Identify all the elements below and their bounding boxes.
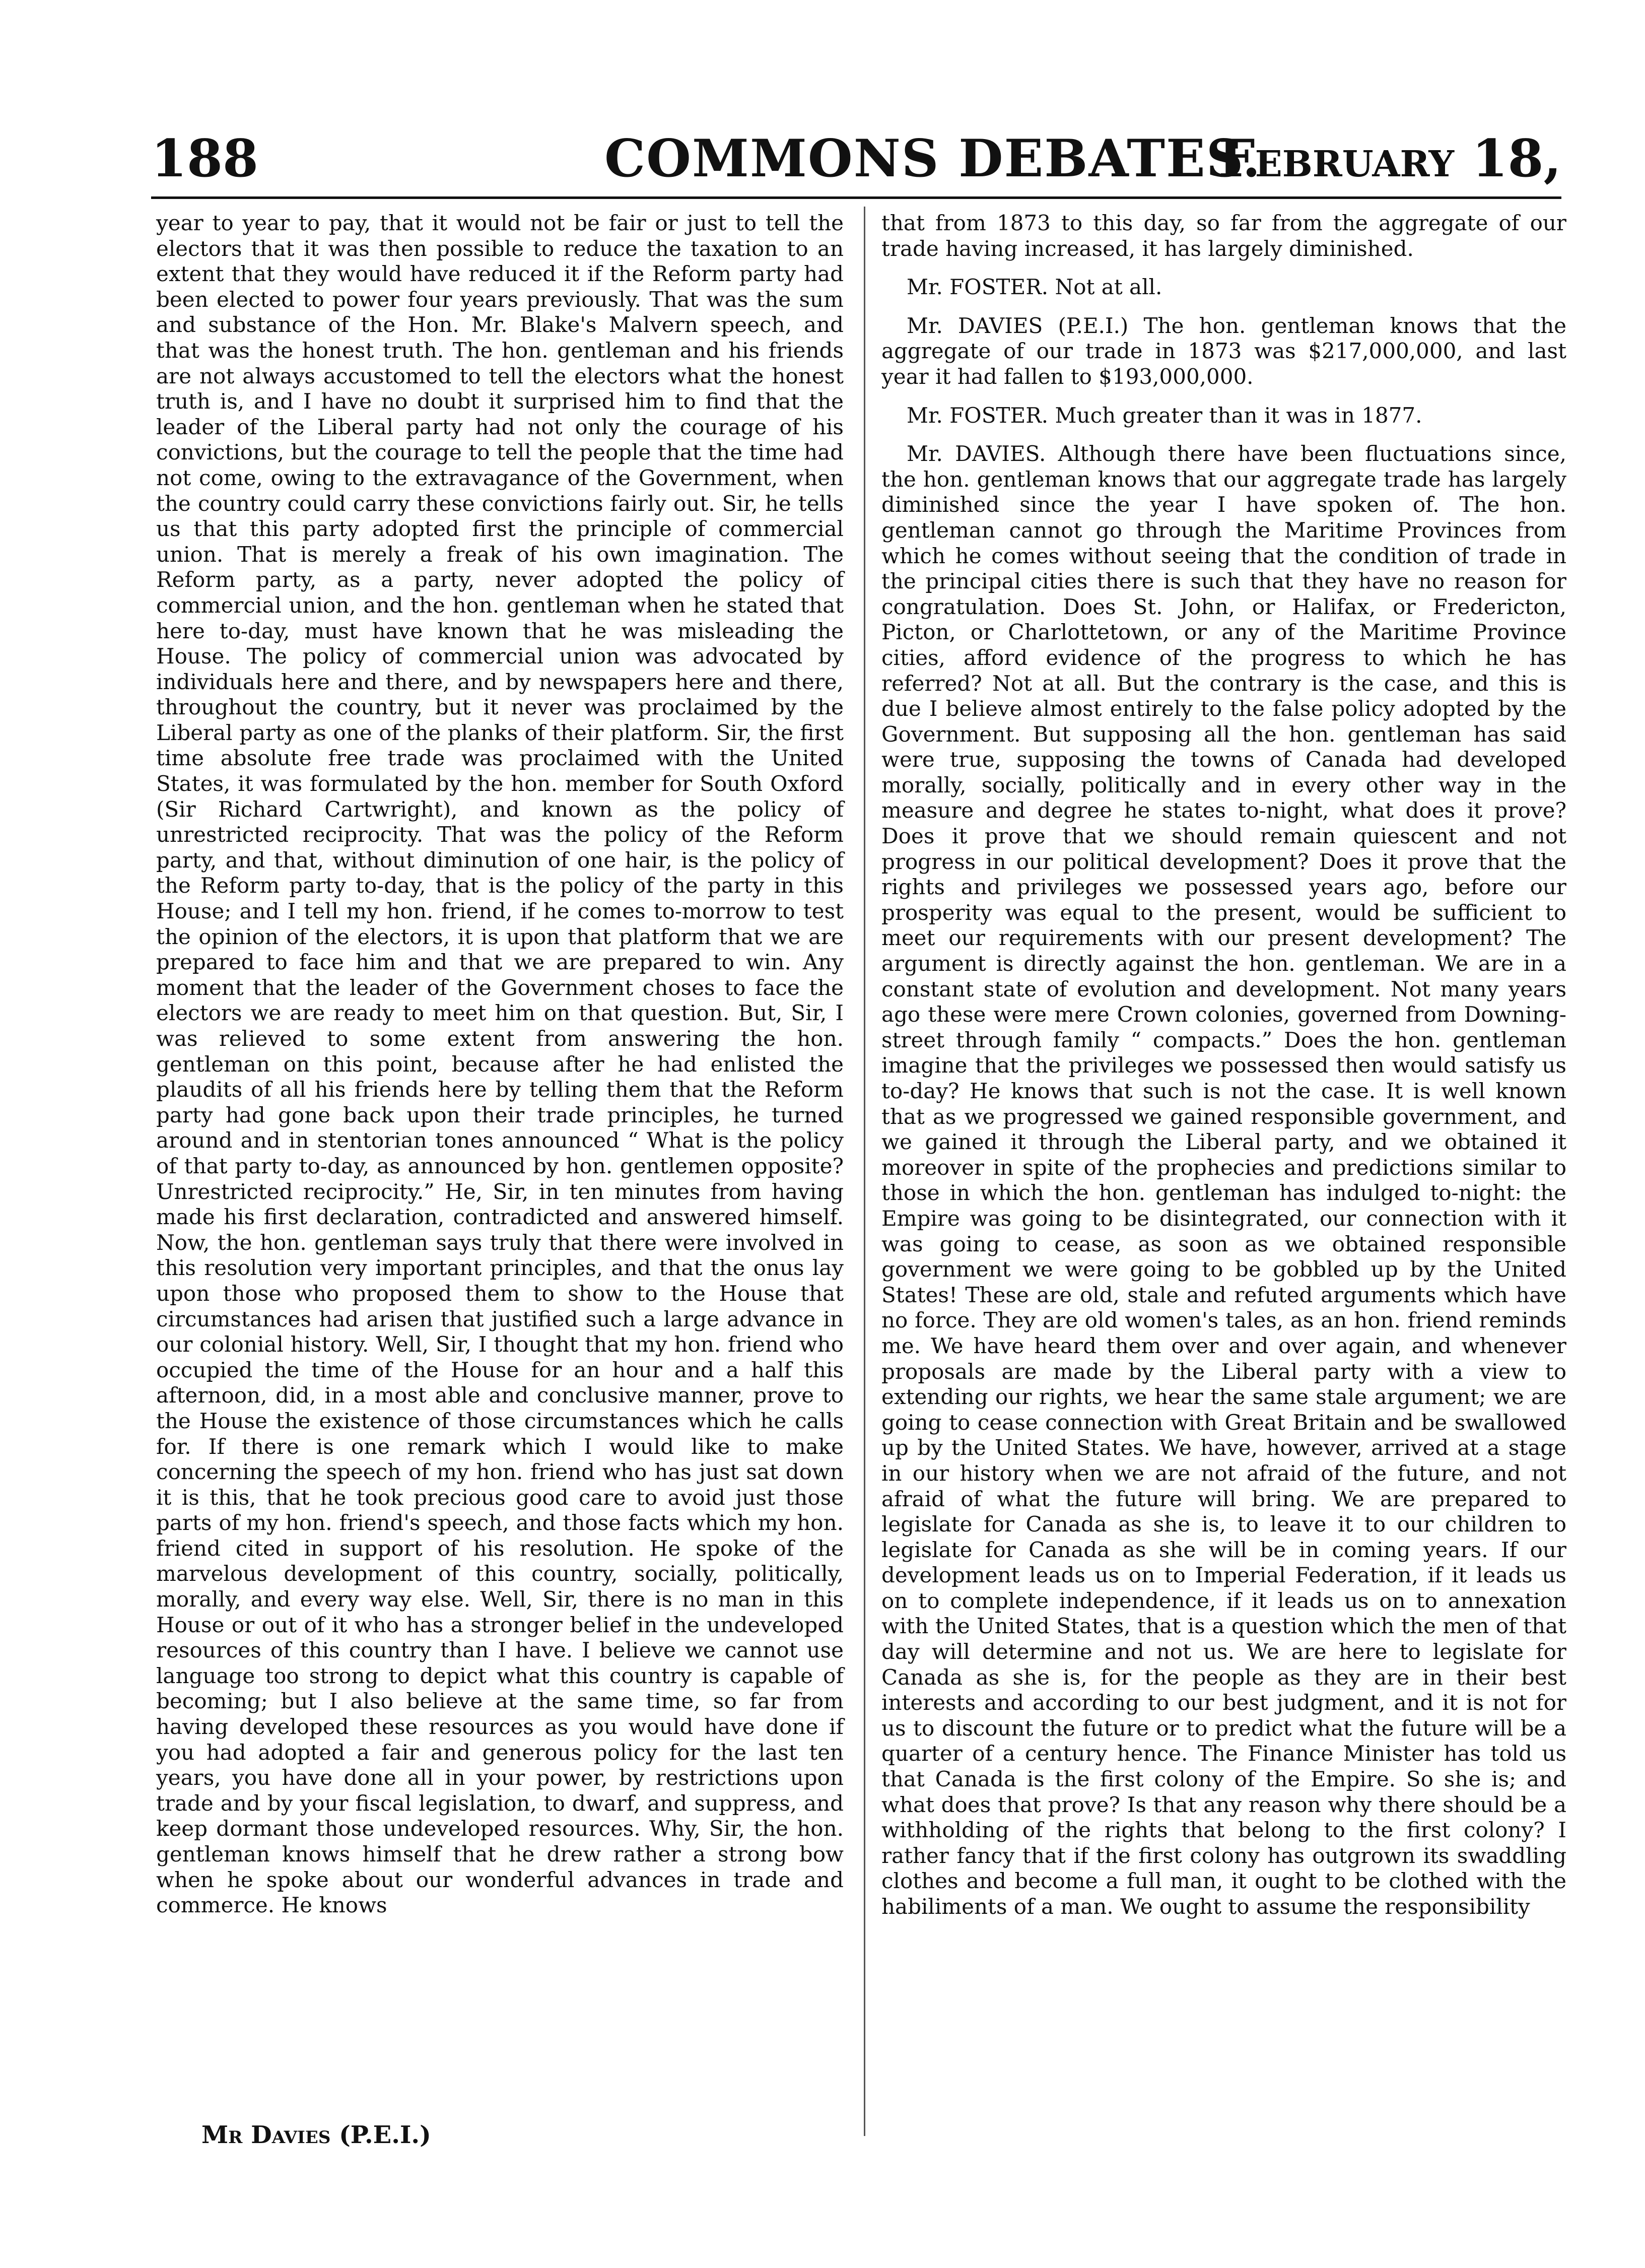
left-column — [156, 211, 844, 1918]
page-number: 188 — [151, 128, 258, 189]
right-paragraph-4: Mr. FOSTER. Much greater than it was in 1877. — [907, 403, 1422, 428]
header-date: February 18, — [1218, 128, 1561, 189]
right-paragraph-1: that from 1873 to this day, so far from the aggregate of our trade having increased, it has largely diminished. — [881, 211, 1566, 261]
left-paragraph-1: year to year to pay, that it would not be fair or just to tell the electors that it was then possible to reduce the taxation to an extent that they would have reduced it if the Reform party had been elected to power four years previously. That was the sum and substance of the Hon. Mr. Blake's Malvern speech, and that was the honest truth. The hon. gentleman and his friends are not always accustomed to tell the electors what the honest truth is, and I have no doubt it surprised him to find that the leader of the Liberal party had not only the courage of his convictions, but the courage to tell the people that the time had not come, owing to the extravagance of the Government, when the country could carry these convictions fairly out. Sir, he tells us that this party adopted first the principle of commercial union. That is merely a freak of his own imagination. The Reform party, as a party, never adopted the policy of commercial union, and the hon. gentleman when he stated that here to-day, must have known that he was misleading the House. The policy of commercial union was advocated by individuals here and there, and by newspapers here and there, throughout the country, but it never was proclaimed by the Liberal party as one of the planks of their platform. Sir, the first time absolute free trade was proclaimed with the United States, it was formulated by the hon. member for South Oxford (Sir Richard Cartwright), and known as the policy of unrestricted reciprocity. That was the policy of the Reform party, and that, without diminution of one hair, is the policy of the Reform party to-day, that is the policy of the party in this House; and I tell my hon. friend, if he comes to-morrow to test the opinion of the electors, it is upon that platform that we are prepared to face him and that we are prepared to win. Any moment that the leader of the Government choses to face the electors we are ready to meet him on that question. But, Sir, I was relieved to some extent from answering the hon. gentleman on this point, because after he had enlisted the plaudits of all his friends here by telling them that the Reform party had gone back upon their trade principles, he turned around and in stentorian tones announced “ What is the policy of that party to-day, as announced by hon. gentlemen opposite? Unrestricted reciprocity.” He, Sir, in ten minutes from having made his first declaration, contradicted and answered himself. Now, the hon. gentleman says truly that there were involved in this resolution very important principles, and that the onus lay upon those who proposed them to show to the House that circumstances had arisen that justified such a large advance in our colonial history. Well, Sir, I thought that my hon. friend who occupied the time of the House for an hour and a half this afternoon, did, in a most able and conclusive manner, prove to the House the existence of those circumstances which he calls for. If there is one remark which I would like to make concerning the speech of my hon. friend who has just sat down it is this, that he took precious good care to avoid just those parts of my hon. friend's speech, and those facts which my hon. friend cited in support of his resolution. He spoke of the marvelous development of this country, socially, politically, morally, and every way else. Well, Sir, there is no man in this House or out of it who has a stronger belief in the undeveloped resources of this country than I have. I believe we cannot use language too strong to depict what this country is capable of becoming; but I also believe at the same time, so far from having developed these resources as you would have done if you had adopted a fair and generous policy for the last ten years, you have done all in your power, by restrictions upon trade and by your fiscal legislation, to dwarf, and suppress, and keep dormant those undeveloped resources. Why, Sir, the hon. gentleman knows himself that he drew rather a strong bow when he spoke about our wonderful advances in trade and commerce. He knows — [156, 211, 844, 1918]
right-column — [881, 211, 1566, 1920]
page-title: COMMONS DEBATES. — [604, 128, 1262, 189]
right-paragraph-2: Mr. FOSTER. Not at all. — [907, 275, 1162, 300]
right-paragraph-3: Mr. DAVIES (P.E.I.) The hon. gentleman knows that the aggregate of our trade in 1873 was $217,000,000, and last year it had fallen to $193,000,000. — [881, 313, 1566, 389]
footer-signature: Mr Davies (P.E.I.) — [201, 2121, 431, 2149]
column-divider — [864, 207, 865, 2136]
right-paragraph-5: Mr. DAVIES. Although there have been fluctuations since, the hon. gentleman knows that our aggregate trade has largely diminished since the year I have spoken of. The hon. gentleman cannot go through the Maritime Provinces from which he comes without seeing that the condition of trade in the principal cities there is such that they have no reason for congratulation. Does St. John, or Halifax, or Fredericton, Picton, or Charlottetown, or any of the Maritime Province cities, afford evidence of the progress to which he has referred? Not at all. But the contrary is the case, and this is due I believe almost entirely to the false policy adopted by the Government. But supposing all the hon. gentleman has said were true, supposing the towns of Canada had developed morally, socially, politically and in every other way in the measure and degree he states to-night, what does it prove? Does it prove that we should remain quiescent and not progress in our political development? Does it prove that the rights and privileges we possessed years ago, before our prosperity was equal to the present, would be sufficient to meet our requirements with our present development? The argument is directly against the hon. gentleman. We are in a constant state of evolution and development. Not many years ago these were mere Crown colonies, governed from Downing-street through family “ compacts.” Does the hon. gentleman imagine that the privileges we possessed then would satisfy us to-day? He knows that such is not the case. It is well known that as we progressed we gained responsible government, and we gained it through the Liberal party, and we obtained it moreover in spite of the prophecies and predictions similar to those in which the hon. gentleman has indulged to-night: the Empire was going to be disintegrated, our connection with it was going to cease, as soon as we obtained responsible government we were going to be gobbled up by the United States! These are old, stale and refuted arguments which have no force. They are old women's tales, as an hon. friend reminds me. We have heard them over and over again, and whenever proposals are made by the Liberal party with a view to extending our rights, we hear the same stale argument; we are going to cease connection with Great Britain and be swallowed up by the United States. We have, however, arrived at a stage in our history when we are not afraid of the future, and not afraid of what the future will bring. We are prepared to legislate for Canada as she is, to leave it to our children to legislate for Canada as she will be in coming years. If our development leads us on to Imperial Federation, if it leads us on to complete independence, if it leads us on to annexation with the United States, that is a question which the men of that day will determine and not us. We are here to legislate for Canada as she is, for the people as they are in their best interests and according to our best judgment, and it is not for us to discount the future or to predict what the future will be a quarter of a century hence. The Finance Minister has told us that Canada is the first colony of the Empire. So she is; and what does that prove? Is that any reason why there should be a withholding of the rights that belong to the first colony? I rather fancy that if the first colony has outgrown its swaddling clothes and become a full man, it ought to be clothed with the habiliments of a man. We ought to assume the responsibility — [881, 441, 1566, 1919]
page-header — [151, 126, 1561, 199]
